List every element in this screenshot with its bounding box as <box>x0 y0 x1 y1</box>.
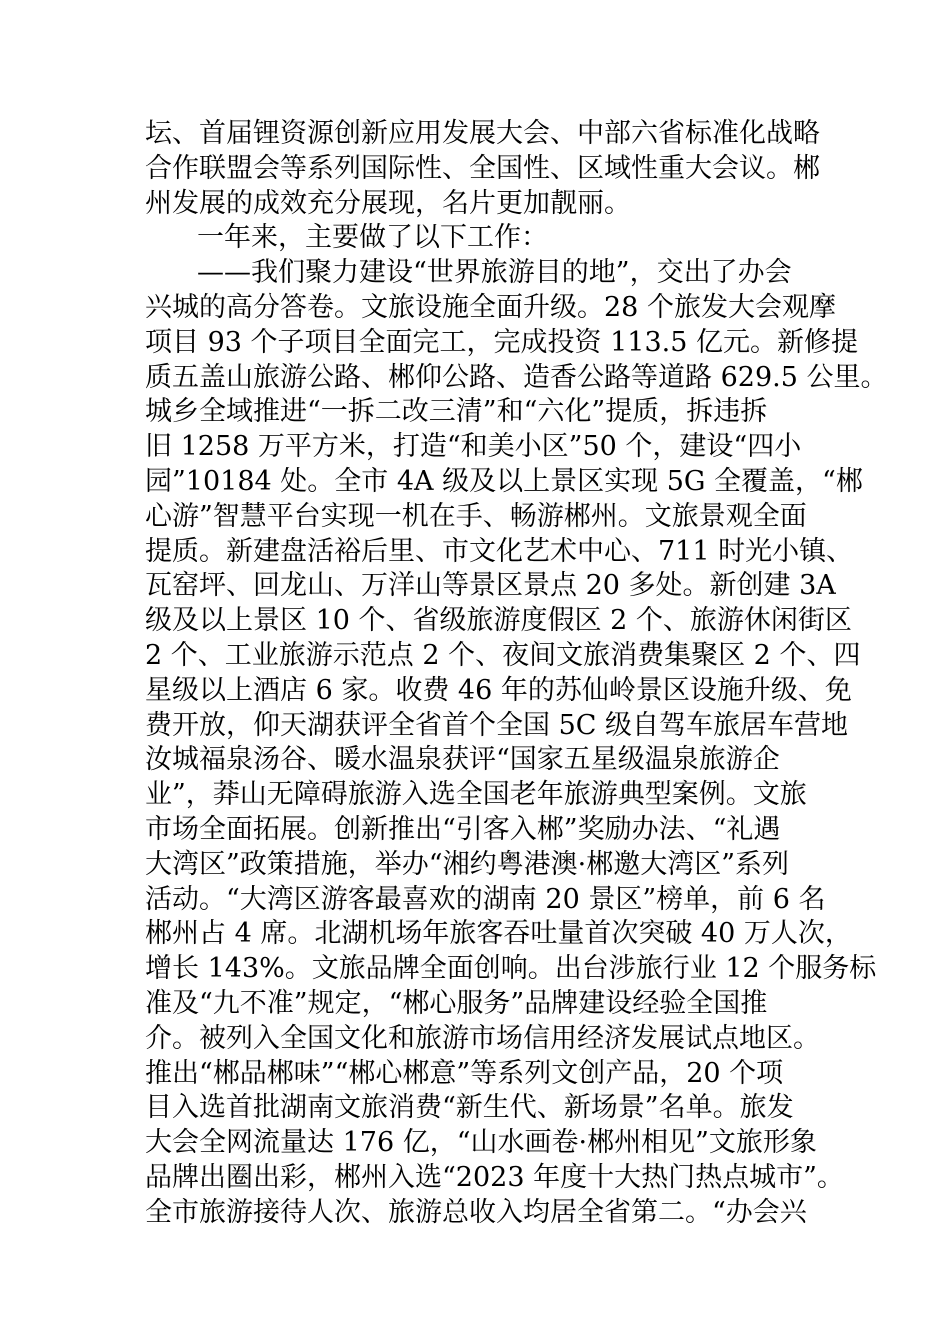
text-line: 提质。新建盘活裕后里、市文化艺术中心、711 时光小镇、 <box>145 535 854 567</box>
text-line: 活动。“大湾区游客最喜欢的湖南 20 景区”榜单，前 6 名 <box>145 883 826 915</box>
text-line: 瓦窑坪、回龙山、万洋山等景区景点 20 多处。新创建 3A <box>145 570 836 602</box>
text-line: 合作联盟会等系列国际性、全国性、区域性重大会议。郴 <box>145 152 820 184</box>
text-line: 品牌出圈出彩，郴州入选“2023 年度十大热门热点城市”。 <box>145 1161 844 1193</box>
text-line: 市场全面拓展。创新推出“引客入郴”奖励办法、“礼遇 <box>145 813 781 845</box>
text-line: 旧 1258 万平方米，打造“和美小区”50 个，建设“四小 <box>145 431 802 463</box>
text-line: 兴城的高分答卷。文旅设施全面升级。28 个旅发大会观摩 <box>145 291 836 323</box>
body-text <box>145 117 888 1231</box>
text-line: 城乡全域推进“一拆二改三清”和“六化”提质，拆违拆 <box>145 396 768 428</box>
text-line: 园”10184 处。全市 4A 级及以上景区实现 5G 全覆盖，“郴 <box>145 465 863 497</box>
paragraph-start-line: ——我们聚力建设“世界旅游目的地”，交出了办会 <box>197 257 792 289</box>
text-line: 准及“九不准”规定，“郴心服务”品牌建设经验全国推 <box>145 987 768 1019</box>
text-line: 费开放，仰天湖获评全省首个全国 5C 级自驾车旅居车营地 <box>145 709 849 741</box>
text-line: 星级以上酒店 6 家。收费 46 年的苏仙岭景区设施升级、免 <box>145 674 852 706</box>
text-line: 质五盖山旅游公路、郴仰公路、造香公路等道路 629.5 公里。 <box>145 361 888 393</box>
text-line: 目入选首批湖南文旅消费“新生代、新场景”名单。旅发 <box>145 1092 794 1124</box>
text-line: 业”，莽山无障碍旅游入选全国老年旅游典型案例。文旅 <box>145 779 807 811</box>
text-line: 全市旅游接待人次、旅游总收入均居全省第二。“办会兴 <box>145 1196 807 1228</box>
text-line: 汝城福泉汤谷、暖水温泉获评“国家五星级温泉旅游企 <box>145 744 780 776</box>
text-line: 坛、首届锂资源创新应用发展大会、中部六省标准化战略 <box>145 118 820 149</box>
paragraph-start-line: 一年来，主要做了以下工作： <box>197 222 548 254</box>
text-line: 项目 93 个子项目全面完工，完成投资 113.5 亿元。新修提 <box>145 326 858 358</box>
text-line: 级及以上景区 10 个、省级旅游度假区 2 个、旅游休闲街区 <box>145 605 852 637</box>
text-line: 郴州占 4 席。北湖机场年旅客吞吐量首次突破 40 万人次， <box>145 918 852 950</box>
text-line: 推出“郴品郴味”“郴心郴意”等系列文创产品，20 个项 <box>145 1057 784 1089</box>
text-line: 心游”智慧平台实现一机在手、畅游郴州。文旅景观全面 <box>145 500 807 532</box>
text-line: 介。被列入全国文化和旅游市场信用经济发展试点地区。 <box>145 1022 820 1054</box>
text-line: 增长 143%。文旅品牌全面创响。出台涉旅行业 12 个服务标 <box>145 953 877 985</box>
text-line: 2 个、工业旅游示范点 2 个、夜间文旅消费集聚区 2 个、四 <box>145 639 861 671</box>
text-line: 大会全网流量达 176 亿，“山水画卷·郴州相见”文旅形象 <box>145 1127 817 1159</box>
text-line: 州发展的成效充分展现，名片更加靓丽。 <box>145 187 631 219</box>
text-line: 大湾区”政策措施，举办“湘约粤港澳·郴邀大湾区”系列 <box>145 848 789 880</box>
